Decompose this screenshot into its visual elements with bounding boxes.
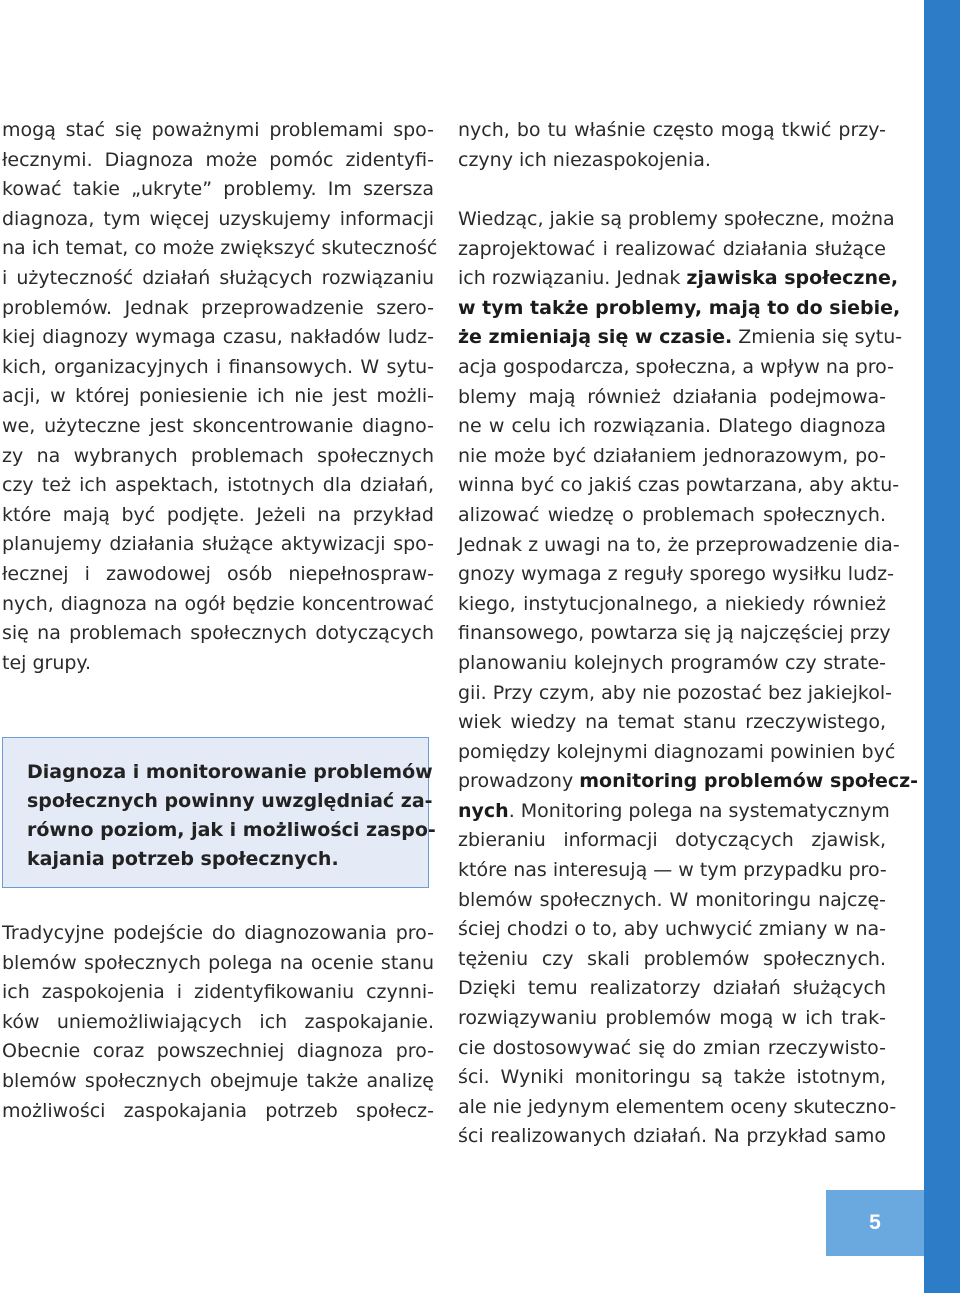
text-line: które nas interesują — w tym przypadku pro-: [458, 859, 887, 882]
text-line: łecznej i zawodowej osób niepełnospraw-: [2, 562, 434, 585]
bold-text-run: zjawiska społeczne,: [686, 267, 899, 290]
text-line: acji, w której poniesienie ich nie jest możli-: [2, 385, 434, 408]
text-line: tężeniu czy skali problemów społecznych.: [458, 947, 886, 970]
text-line: które mają być podjęte. Jeżeli na przykład: [2, 503, 434, 526]
text-line: gnozy wymaga z reguły sporego wysiłku ludz-: [458, 563, 895, 586]
text-line: możliwości zaspokajania potrzeb społecz-: [2, 1099, 434, 1122]
text-line: pomiędzy kolejnymi diagnozami powinien być: [458, 740, 896, 763]
text-line: nie może być działaniem jednorazowym, po-: [458, 444, 886, 467]
text-run: . Monitoring polega na systematycznym: [508, 799, 890, 822]
text-line: Jednak z uwagi na to, że przeprowadzenie dia-: [458, 533, 900, 556]
right-paragraph-1: [458, 116, 886, 175]
text-line: cie dostosowywać się do zmian rzeczywisto-: [458, 1036, 886, 1059]
text-run: prowadzony: [458, 770, 580, 793]
text-line: finansowego, powtarza się ją najczęściej przy: [458, 622, 891, 645]
text-line: problemów. Jednak przeprowadzenie szero-: [2, 296, 434, 319]
text-line: kować takie „ukryte” problemy. Im szersza: [2, 178, 434, 201]
text-line: ków uniemożliwiających ich zaspokajanie.: [2, 1010, 434, 1033]
right-paragraph-2: [458, 205, 919, 1152]
text-line: alizować wiedzę o problemach społecznych.: [458, 503, 886, 526]
text-line: czyny ich niezaspokojenia.: [458, 148, 711, 171]
text-line: Tradycyjne podejście do diagnozowania pro-: [2, 922, 434, 944]
page-number: 5: [869, 1211, 881, 1234]
text-line: Dzięki temu realizatorzy działań służących: [458, 977, 886, 1000]
text-line: we, użyteczne jest skoncentrowanie diagno-: [2, 414, 434, 437]
text-line: planujemy działania służące aktywizacji spo-: [2, 533, 434, 556]
text-line: [458, 294, 901, 324]
text-line: się na problemach społecznych dotyczących: [2, 622, 434, 645]
text-line: blemy mają również działania podejmowa-: [458, 385, 886, 408]
text-line: Wiedząc, jakie są problemy społeczne, można: [458, 208, 895, 230]
left-column-lower: [2, 919, 434, 1126]
left-paragraph-1: [2, 116, 438, 678]
text-line: na ich temat, co może zwiększyć skuteczność: [2, 237, 438, 260]
text-line: gii. Przy czym, aby nie pozostać bez jakiejkol-: [458, 681, 892, 704]
accent-side-bar: [924, 0, 960, 1293]
text-line: tej grupy.: [2, 651, 92, 674]
bold-text-run: że zmieniają się w czasie.: [458, 326, 733, 349]
bold-text-run: nych: [458, 799, 509, 822]
text-line: wiek wiedzy na temat stanu rzeczywistego,: [458, 711, 886, 734]
page-number-box: [826, 1190, 924, 1256]
text-line: i użyteczność działań służących rozwiązaniu: [2, 266, 434, 289]
text-line: ściej chodzi o to, aby uchwycić zmiany w na-: [458, 918, 886, 941]
text-run: Zmienia się sytu-: [732, 326, 903, 349]
text-line: kiej diagnozy wymaga czasu, nakładów ludz-: [2, 326, 434, 349]
text-line: ich zaspokojenia i zidentyfikowaniu czynni-: [2, 981, 434, 1004]
text-line: [458, 767, 919, 797]
text-line: ści realizowanych działań. Na przykład samo: [458, 1125, 886, 1148]
text-line: łecznymi. Diagnoza może pomóc zidentyfi-: [2, 148, 434, 171]
text-line: [458, 323, 903, 353]
bold-text-run: monitoring problemów społecz-: [579, 770, 919, 793]
text-line: blemów społecznych. W monitoringu najczę-: [458, 888, 886, 911]
text-line: diagnoza, tym więcej uzyskujemy informacji: [2, 207, 434, 230]
text-line: nych, diagnoza na ogół będzie koncentrować: [2, 592, 434, 615]
callout-line: Diagnoza i monitorowanie problemów: [27, 761, 433, 783]
text-line: planowaniu kolejnych programów czy strate-: [458, 651, 886, 674]
text-line: [458, 264, 899, 294]
text-line: zy na wybranych problemach społecznych: [2, 444, 434, 467]
highlight-callout-box: [2, 737, 436, 888]
text-line: blemów społecznych obejmuje także analizę: [2, 1069, 434, 1092]
text-line: nych, bo tu właśnie często mogą tkwić przy-: [458, 119, 886, 141]
right-column-lower: [458, 205, 919, 1152]
bold-text-run: w tym także problemy, mają to do siebie,: [458, 296, 901, 319]
text-line: zbieraniu informacji dotyczących zjawisk,: [458, 829, 886, 852]
text-line: mogą stać się poważnymi problemami spo-: [2, 119, 434, 141]
text-run: ich rozwiązaniu. Jednak: [458, 267, 687, 290]
text-line: rozwiązywaniu problemów mogą w ich trak-: [458, 1007, 886, 1030]
text-line: zaprojektować i realizować działania służące: [458, 237, 886, 260]
text-line: kich, organizacyjnych i finansowych. W sytu-: [2, 355, 434, 378]
text-line: Obecnie coraz powszechniej diagnoza pro-: [2, 1040, 434, 1063]
right-column: [458, 116, 886, 175]
text-line: kiego, instytucjonalnego, a niekiedy również: [458, 592, 886, 615]
text-line: ne w celu ich rozwiązania. Dlatego diagnoza: [458, 415, 886, 438]
left-column: [2, 116, 438, 678]
text-line: ści. Wyniki monitoringu są także istotnym,: [458, 1066, 886, 1089]
text-line: blemów społecznych polega na ocenie stanu: [2, 951, 434, 974]
text-line: winna być co jakiś czas powtarzana, aby aktu-: [458, 474, 900, 497]
callout-line: kajania potrzeb społecznych.: [27, 848, 339, 870]
text-line: ale nie jedynym elementem oceny skuteczno-: [458, 1095, 897, 1118]
text-line: czy też ich aspektach, istotnych dla działań,: [2, 474, 434, 497]
callout-line: społecznych powinny uwzględniać za-: [27, 790, 433, 812]
text-line: acja gospodarcza, społeczna, a wpływ na pro-: [458, 355, 894, 378]
left-paragraph-2: [2, 919, 434, 1126]
text-line: [458, 797, 890, 827]
callout-line: równo poziom, jak i możliwości zaspo-: [27, 819, 436, 841]
